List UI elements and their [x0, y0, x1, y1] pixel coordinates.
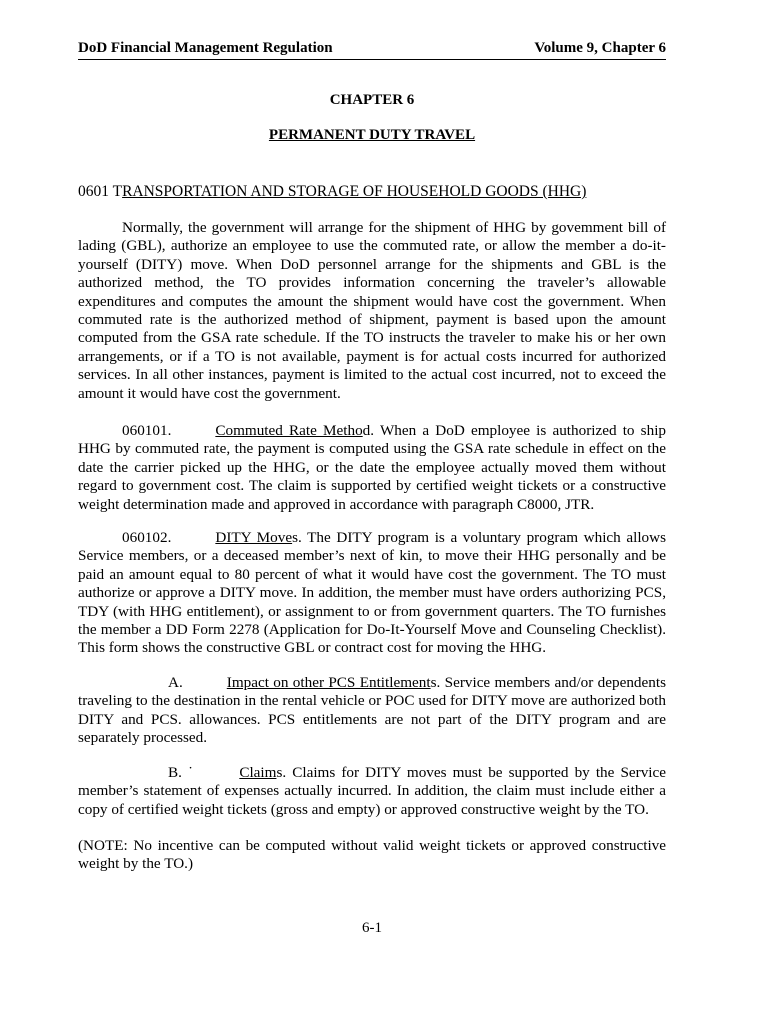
- subparagraph-title: Impact on other PCS Entitlement: [226, 674, 431, 691]
- subparagraph-a: [78, 674, 666, 748]
- chapter-title-text: PERMANENT DUTY TRAVEL: [268, 127, 476, 143]
- note-paragraph: (NOTE: No incentive can be computed without valid weight tickets or approved constructive weight by the TO.): [78, 837, 666, 873]
- paragraph-title: Commuted Rate Metho: [215, 422, 363, 439]
- intro-paragraph: [78, 219, 666, 403]
- intro-text: Normally, the government will arrange for the shipment of HHG by govemment bill of lading (GBL), authorize an employee to use the commuted rate, or allow the member a do-it-yourself (DITY) move. When DoD personnel arrange for the shipments and GBL is the authorized method, the TO provides information concerning the traveler’s allowable expenditures and computes the amount the shipment would have cost the government. When commuted rate is the authorized method of shipment, payment is based upon the amount computed from the GSA rate schedule. If the TO instructs the traveler to make his or her own arrangements, or if a TO is not available, payment is for actual costs incurred for authorized services. In all other instances, payment is limited to the actual cost incurred, not to exceed the amount it would have cost the government.: [78, 219, 666, 402]
- subparagraph-label: A.: [168, 674, 183, 691]
- paragraph-060102: [78, 529, 666, 658]
- chapter-number: CHAPTER 6: [329, 92, 415, 108]
- paragraph-number: 060102.: [122, 529, 172, 546]
- subparagraph-b: [78, 764, 666, 819]
- subparagraph-label: B. ˙: [168, 764, 196, 781]
- subparagraph-body: . Service members and/or dependents traveling to the destination in the rental vehicle or POC used for DITY move are authorized both DITY and PCS. allowances. PCS entitlements are not part of the DITY program and are separately processed.: [78, 674, 666, 747]
- header-volume-chapter: Volume 9, Chapter 6: [534, 40, 666, 56]
- paragraph-060101: [78, 422, 666, 514]
- paragraph-number: 060101.: [122, 422, 172, 439]
- subparagraph-title-tail: s: [276, 764, 283, 781]
- chapter-title: [78, 127, 666, 144]
- subparagraph-title-tail: s: [430, 674, 437, 691]
- section-title: RANSPORTATION AND STORAGE OF HOUSEHOLD GOODS (HHG): [122, 183, 587, 200]
- section-number: 0601 T: [78, 183, 123, 200]
- paragraph-title: DITY Move: [215, 529, 293, 546]
- page-header: [78, 40, 666, 60]
- subparagraph-title: Claim: [239, 764, 277, 781]
- page-number: 6-1: [362, 920, 382, 936]
- paragraph-title-tail: s: [292, 529, 299, 546]
- paragraph-title-tail: d: [362, 422, 371, 439]
- subparagraph-body: . Claims for DITY moves must be supported by the Service member’s statement of expenses actually incurred. In addition, the claim must include either a copy of certified weight tickets (gross and empty) or approved constructive weight by the TO.: [78, 764, 667, 818]
- paragraph-body: . The DITY program is a voluntary program which allows Service members, or a deceased member’s next of kin, to move their HHG personally and be paid an amount equal to 80 percent of what it would have cost the government. The TO must authorize or approve a DITY move. In addition, the member must have orders authorizing PCS, TDY (with HHG entitlement), or assignment to or from government quarters. The TO furnishes the member a DD Form 2278 (Application for Do-It-Yourself Move and Counseling Checklist). This form shows the constructive GBL or contract cost for moving the HHG.: [78, 529, 667, 657]
- header-regulation-title: DoD Financial Management Regulation: [78, 40, 333, 56]
- paragraph-body: . When a DoD employee is authorized to ship HHG by commuted rate, the payment is computed using the GSA rate schedule in effect on the date the carrier picked up the HHG, or the date the employee actually moved them without regard to government cost. The claim is supported by certified weight tickets or a constructive weight determination made and approved in accordance with paragraph C8000, JTR.: [78, 422, 667, 513]
- section-heading: [78, 183, 586, 201]
